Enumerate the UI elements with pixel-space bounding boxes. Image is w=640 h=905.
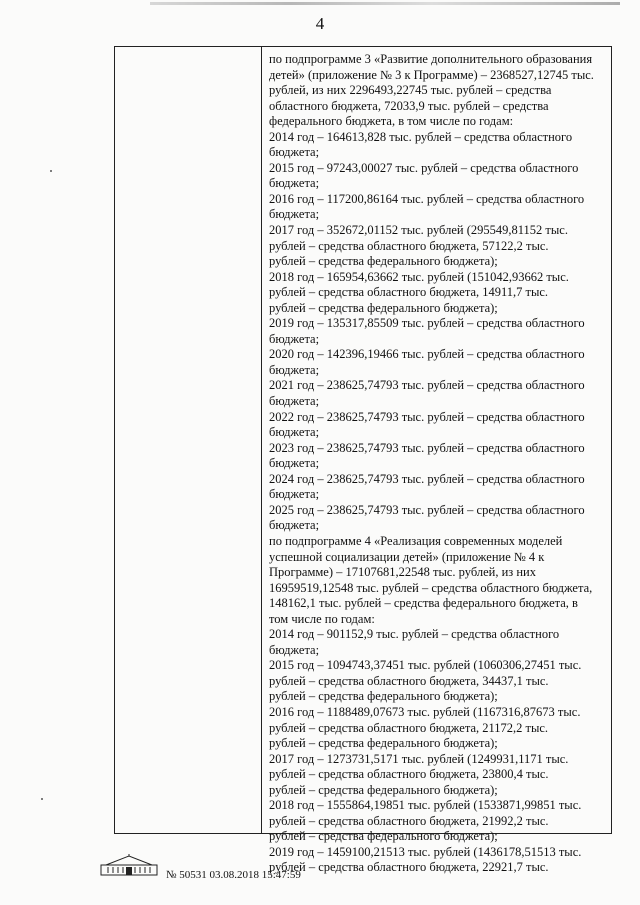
text-line: Программе) – 17107681,22548 тыс. рублей, из них — [269, 565, 536, 580]
text-line: бюджета; — [269, 207, 320, 222]
text-line: 2025 год – 238625,74793 тыс. рублей – средства областного — [269, 502, 585, 517]
text-line: 2014 год – 164613,828 тыс. рублей – средства областного — [269, 129, 573, 144]
text-line: рублей – средства областного бюджета, 21172,2 тыс. — [269, 720, 549, 735]
text-line: 2017 год – 1273731,5171 тыс. рублей (1249931,1171 тыс. — [269, 751, 569, 766]
text-line: бюджета; — [269, 518, 320, 533]
text-line: рублей – средства областного бюджета, 21992,2 тыс. — [269, 813, 549, 828]
text-line: бюджета; — [269, 331, 320, 346]
text-line: рублей – средства областного бюджета, 23800,4 тыс. — [269, 767, 549, 782]
text-line: федерального бюджета, в том числе по годам: — [269, 114, 514, 129]
text-line: успешной социализации детей» (приложение № 4 к — [269, 549, 545, 564]
text-line: детей» (приложение № 3 к Программе) – 2368527,12745 тыс. — [269, 67, 594, 82]
text-line: бюджета; — [269, 394, 320, 409]
text-line: 2016 год – 117200,86164 тыс. рублей – средства областного — [269, 191, 585, 206]
text-line: 2020 год – 142396,19466 тыс. рублей – средства областного — [269, 347, 585, 362]
text-line: 2019 год – 135317,85509 тыс. рублей – средства областного — [269, 316, 585, 331]
registry-logo-icon — [100, 854, 158, 876]
text-line: рублей – средства федерального бюджета); — [269, 782, 498, 797]
text-line: рублей – средства федерального бюджета); — [269, 689, 498, 704]
scan-speck — [50, 170, 52, 172]
table-right-cell — [263, 47, 611, 875]
text-line: рублей – средства федерального бюджета); — [269, 736, 498, 751]
text-line: по подпрограмме 3 «Развитие дополнительного образования — [269, 52, 593, 66]
text-line: рублей – средства областного бюджета, 22921,7 тыс. — [269, 860, 549, 875]
text-line: том числе по годам: — [269, 611, 375, 626]
text-line: 16959519,12548 тыс. рублей – средства областного бюджета, — [269, 580, 593, 595]
scan-edge-line — [150, 2, 620, 5]
text-line: бюджета; — [269, 487, 320, 502]
text-line: 148162,1 тыс. рублей – средства федерального бюджета, в — [269, 596, 578, 611]
registration-stamp-text: № 50531 03.08.2018 15:47:59 — [166, 869, 301, 881]
text-line: 2017 год – 352672,01152 тыс. рублей (295549,81152 тыс. — [269, 223, 568, 238]
text-line: рублей – средства областного бюджета, 34437,1 тыс. — [269, 673, 549, 688]
text-line: бюджета; — [269, 362, 320, 377]
text-line: 2021 год – 238625,74793 тыс. рублей – средства областного — [269, 378, 585, 393]
text-line: 2023 год – 238625,74793 тыс. рублей – средства областного — [269, 440, 585, 455]
text-line: рублей – средства областного бюджета, 14911,7 тыс. — [269, 285, 549, 300]
text-line: 2018 год – 1555864,19851 тыс. рублей (1533871,99851 тыс. — [269, 798, 582, 813]
text-line: бюджета; — [269, 642, 320, 657]
text-line: областного бюджета, 72033,9 тыс. рублей – средства — [269, 98, 549, 113]
text-line: рублей, из них 2296493,22745 тыс. рублей – средства — [269, 83, 552, 98]
text-line: бюджета; — [269, 425, 320, 440]
text-line: по подпрограмме 4 «Реализация современных моделей — [269, 533, 563, 548]
text-line: 2016 год – 1188489,07673 тыс. рублей (1167316,87673 тыс. — [269, 704, 581, 719]
text-line: рублей – средства федерального бюджета); — [269, 300, 498, 315]
text-line: бюджета; — [269, 176, 320, 191]
text-line: 2015 год – 97243,00027 тыс. рублей – средства областного — [269, 160, 579, 175]
text-line: рублей – средства федерального бюджета); — [269, 829, 498, 844]
text-line: 2014 год – 901152,9 тыс. рублей – средства областного — [269, 627, 560, 642]
text-line: 2024 год – 238625,74793 тыс. рублей – средства областного — [269, 471, 585, 486]
text-line: 2018 год – 165954,63662 тыс. рублей (151042,93662 тыс. — [269, 269, 569, 284]
text-line: рублей – средства областного бюджета, 57122,2 тыс. — [269, 238, 549, 253]
text-line: бюджета; — [269, 145, 320, 160]
text-line: 2022 год – 238625,74793 тыс. рублей – средства областного — [269, 409, 585, 424]
text-line: рублей – средства федерального бюджета); — [269, 254, 498, 269]
scan-speck — [41, 798, 43, 800]
text-line: 2015 год – 1094743,37451 тыс. рублей (1060306,27451 тыс. — [269, 658, 582, 673]
text-line: бюджета; — [269, 456, 320, 471]
page-number: 4 — [315, 14, 325, 33]
table-left-cell — [115, 47, 262, 833]
text-line: 2019 год – 1459100,21513 тыс. рублей (1436178,51513 тыс. — [269, 844, 582, 859]
